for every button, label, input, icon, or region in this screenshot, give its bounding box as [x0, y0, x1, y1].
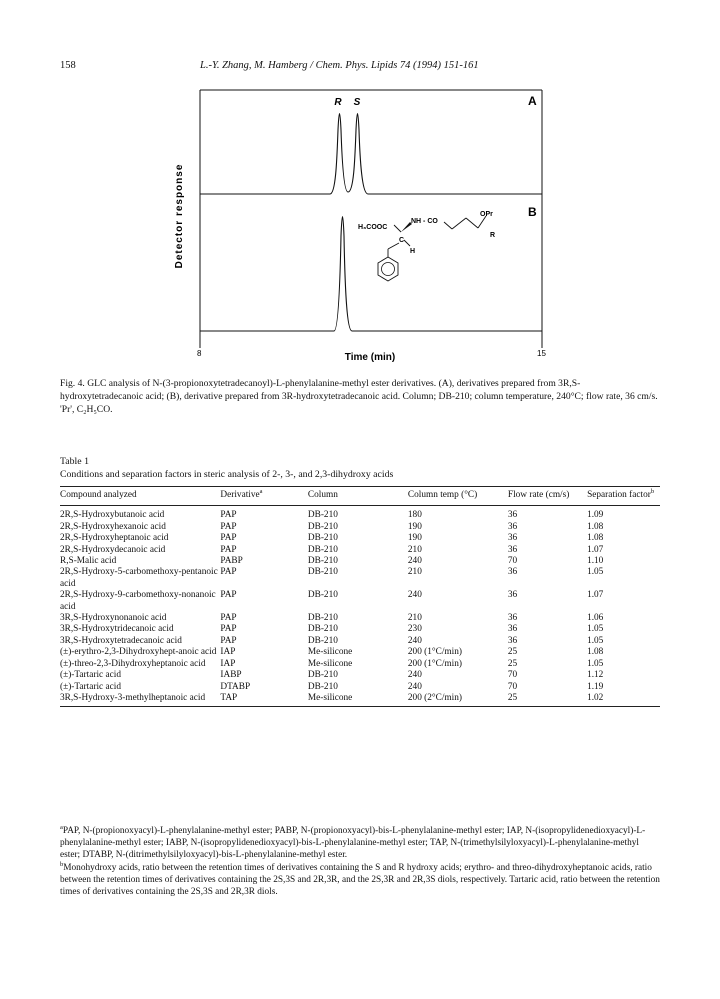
x-tick-start: 8: [197, 349, 202, 358]
figure-caption: Fig. 4. GLC analysis of N-(3-propionoxytetradecanoyl)-L-phenylalanine-methyl ester derivatives. (A), derivatives prepared from 3R,S-hydroxytetradecanoic acid; (B), derivative prepared from 3R-hydroxytetradecanoic acid. Column; DB-210; column temperature, 240°C; flow rate, 36 cm/s. 'Pr', C₂H₅CO.: [60, 378, 658, 415]
table-cell: PAP: [220, 613, 237, 624]
table-cell: 1.07: [587, 590, 604, 601]
table-cell: 2R,S-Hydroxybutanoic acid: [60, 510, 165, 521]
table-cell: 36: [507, 544, 518, 555]
table-cell: 1.08: [587, 533, 604, 544]
table-cell: DB-210: [307, 521, 338, 532]
table-label: Table 1: [60, 456, 89, 467]
table-cell: 3R,S-Hydroxytetradecanoic acid: [60, 635, 182, 646]
table-cell: 1.19: [587, 681, 604, 692]
table-cell: 70: [507, 681, 518, 692]
table-row: [60, 556, 660, 567]
table-cell: DB-210: [307, 510, 338, 521]
table-cell: 1.08: [587, 521, 604, 532]
table-cell: 25: [507, 692, 518, 703]
table-cell: 3R,S-Hydroxynonanoic acid: [60, 613, 167, 624]
table-cell: 180: [407, 510, 422, 521]
table-cell: Me-silicone: [307, 658, 353, 669]
header-column-temp: Column temp (°C): [407, 490, 478, 500]
table-cell: 1.05: [587, 635, 604, 646]
peak-label-s: S: [353, 97, 361, 108]
table-cell: 1.06: [587, 613, 604, 624]
table-cell: DB-210: [307, 681, 338, 692]
table-cell: 2R,S-Hydroxy-5-carbomethoxy-pentanoic acid: [60, 567, 218, 589]
table-cell: 190: [407, 521, 422, 532]
struct-opr: OPr: [480, 211, 493, 218]
y-axis-label: Detector response: [174, 163, 185, 269]
table-cell: PAP: [220, 567, 237, 578]
table-row: [60, 533, 660, 544]
table-cell: PAP: [220, 510, 237, 521]
table-cell: Me-silicone: [307, 692, 353, 703]
table-cell: PAP: [220, 533, 237, 544]
x-axis-label: Time (min): [344, 352, 396, 363]
table-cell: 36: [507, 613, 518, 624]
table-cell: 230: [407, 624, 422, 635]
panel-label-a: A: [528, 94, 537, 108]
table-cell: 210: [407, 613, 422, 624]
table-cell: 1.09: [587, 510, 604, 521]
table-cell: DB-210: [307, 613, 338, 624]
table-cell: (±)-threo-2,3-Dihydroxyheptanoic acid: [60, 658, 206, 669]
header-separation-factor: Separation factor$^b$: [587, 487, 655, 500]
table-cell: (±)-erythro-2,3-Dihydroxyhept-anoic acid: [60, 647, 217, 658]
table-row: [60, 567, 660, 590]
table-cell: DB-210: [307, 624, 338, 635]
x-tick-end: 15: [537, 349, 546, 358]
table-cell: 200 (2°C/min): [407, 692, 462, 703]
table-cell: 36: [507, 624, 518, 635]
table-cell: DTABP: [220, 681, 251, 692]
table-cell: 1.05: [587, 567, 604, 578]
table-cell: 200 (1°C/min): [407, 647, 462, 658]
footnote-b: $^b$Monohydroxy acids, ratio between the retention times of derivatives containing the S and R hydroxy acids; erythro- and threo-dihydroxyheptanoic acids, ratio between the retention times of derivatives containing the 2S,3S and 2R,3R, and the 2S,3R and 2R,3S diols, respectively. Tartaric acid, ratio between the retention times of derivatives containing the 2S,3S and 2R,3R diols.: [60, 860, 660, 897]
header-column: Column: [307, 490, 338, 500]
struct-r: R: [490, 232, 496, 239]
page-header: [0, 60, 720, 80]
running-head: L.-Y. Zhang, M. Hamberg / Chem. Phys. Lipids 74 (1994) 151-161: [200, 60, 479, 71]
table-cell: 1.10: [587, 556, 604, 567]
table-cell: 240: [407, 681, 422, 692]
table-cell: 36: [507, 590, 518, 601]
table-cell: 210: [407, 567, 422, 578]
table-cell: 3R,S-Hydroxy-3-methylheptanoic acid: [60, 692, 206, 703]
table-row: [60, 693, 660, 707]
panel-label-b: B: [528, 205, 537, 219]
table-cell: DB-210: [307, 670, 338, 681]
table-row: [60, 636, 660, 647]
table-row: [60, 613, 660, 624]
table-cell: 36: [507, 521, 518, 532]
table-cell: 240: [407, 670, 422, 681]
table-cell: 36: [507, 635, 518, 646]
table-cell: DB-210: [307, 556, 338, 567]
table-cell: PAP: [220, 635, 237, 646]
peak-label-r: R: [334, 97, 342, 108]
table-cell: IAP: [220, 647, 236, 658]
table-cell: 2R,S-Hydroxydecanoic acid: [60, 544, 166, 555]
table-cell: (±)-Tartaric acid: [60, 670, 121, 681]
struct-amide: NH - CO: [411, 218, 438, 225]
table-body: [60, 506, 660, 707]
table-row: [60, 624, 660, 635]
table-cell: 36: [507, 533, 518, 544]
table-cell: 200 (1°C/min): [407, 658, 462, 669]
table-cell: IAP: [220, 658, 236, 669]
chromatogram-figure: [170, 86, 550, 372]
table-row: [60, 590, 660, 613]
table-cell: Me-silicone: [307, 647, 353, 658]
table-cell: 2R,S-Hydroxyheptanoic acid: [60, 533, 169, 544]
table-cell: DB-210: [307, 635, 338, 646]
table-cell: 190: [407, 533, 422, 544]
struct-c: C: [399, 237, 405, 244]
table-cell: 1.05: [587, 658, 604, 669]
table-cell: PAP: [220, 521, 237, 532]
table-heading: [60, 456, 660, 481]
struct-h: H: [410, 248, 416, 255]
table-cell: 2R,S-Hydroxyhexanoic acid: [60, 521, 166, 532]
table-cell: TAP: [220, 692, 238, 703]
chromatogram-plot: [170, 86, 550, 372]
table-footnotes: [60, 825, 660, 899]
table-row: [60, 682, 660, 693]
table-cell: 70: [507, 556, 518, 567]
header-derivative: Derivative$^a$: [220, 487, 263, 500]
table-row: [60, 545, 660, 556]
table-cell: PAP: [220, 590, 237, 601]
table-row: [60, 522, 660, 533]
table-cell: R,S-Malic acid: [60, 556, 117, 567]
table-cell: 240: [407, 556, 422, 567]
table-cell: 25: [507, 647, 518, 658]
table-header-row: [60, 487, 660, 506]
table-cell: (±)-Tartaric acid: [60, 681, 121, 692]
benzene-ring: [378, 257, 398, 281]
table-cell: DB-210: [307, 567, 338, 578]
separation-table: [60, 486, 660, 707]
chemical-structure: [358, 211, 495, 281]
table-cell: 2R,S-Hydroxy-9-carbomethoxy-nonanoic acid: [60, 590, 216, 612]
table-cell: 240: [407, 590, 422, 601]
table-cell: 1.07: [587, 544, 604, 555]
table-cell: 1.02: [587, 692, 604, 703]
page-number: 158: [60, 60, 76, 71]
table-cell: PAP: [220, 624, 237, 635]
table-cell: PABP: [220, 556, 243, 567]
table-cell: 36: [507, 567, 518, 578]
table-cell: 3R,S-Hydroxytridecanoic acid: [60, 624, 174, 635]
table-title: Conditions and separation factors in steric analysis of 2-, 3-, and 2,3-dihydroxy acids: [60, 468, 394, 480]
table-cell: PAP: [220, 544, 237, 555]
table-cell: DB-210: [307, 590, 338, 601]
footnote-a: $^a$PAP, N-(propionoxyacyl)-L-phenylalanine-methyl ester; PABP, N-(propionoxyacyl)-bis-L-phenylalanine-methyl ester; IAP, N-(isopropylidenedioxyacyl)-L-phenylalanine-methyl ester; IABP, N-(isopropylidenedioxyacyl)-bis-L-phenylalanine-methyl ester; TAP, N-(trimethylsilyloxyacyl)-L-phenylalanine-methyl ester; DTABP, N-(ditrimethylsilyloxyacyl)-bis-L-phenylalanine-methyl ester.: [60, 823, 646, 860]
table-row: [60, 506, 660, 522]
trace-a: [200, 114, 542, 195]
table-cell: 70: [507, 670, 518, 681]
table-row: [60, 659, 660, 670]
header-flow-rate: Flow rate (cm/s): [507, 490, 570, 500]
table-cell: 240: [407, 635, 422, 646]
table-cell: 25: [507, 658, 518, 669]
table-cell: DB-210: [307, 533, 338, 544]
header-compound: Compound analyzed: [60, 490, 137, 500]
struct-ester: H₃COOC: [358, 224, 388, 231]
table-cell: 210: [407, 544, 422, 555]
table-cell: 1.08: [587, 647, 604, 658]
table-cell: 1.12: [587, 670, 604, 681]
table-row: [60, 670, 660, 681]
table-cell: DB-210: [307, 544, 338, 555]
table-cell: 36: [507, 510, 518, 521]
table-cell: IABP: [220, 670, 242, 681]
table-cell: 1.05: [587, 624, 604, 635]
table-row: [60, 647, 660, 658]
